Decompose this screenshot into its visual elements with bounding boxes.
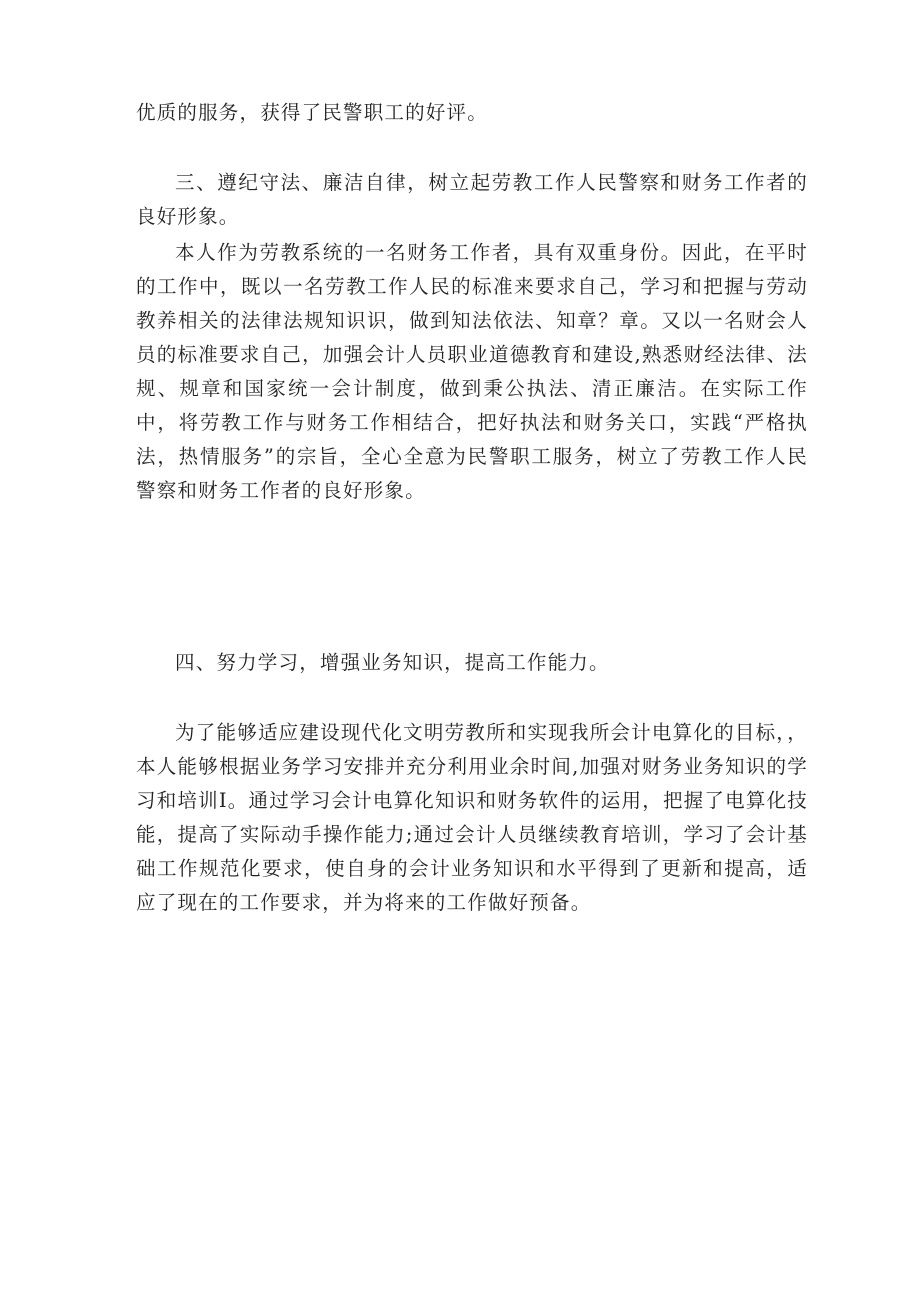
section-heading-four <box>136 646 808 680</box>
paragraph-text: 四、努力学习，增强业务知识，提高工作能力。 <box>175 651 610 674</box>
paragraph-text: 本人作为劳教系统的一名财务工作者，具有双重身份。因此，在平时的工作中，既以一名劳教工作人民的标准来要求自己，学习和把握与劳动教养相关的法律法规知识识，做到知法依法、知章？章。又以一名财会人员的标准要求自己，加强会计人员职业道德教育和建设,熟悉财经法律、法规、规章和国家统一会计制度，做到秉公执法、清正廉洁。在实际工作中，将劳教工作与财务工作相结合，把好执法和财务关口，实践“严格执法，热情服务”的宗旨，全心全意为民警职工服务，树立了劳教工作人民警察和财务工作者的良好形象。 <box>136 241 808 502</box>
paragraph-study <box>136 716 808 920</box>
paragraph-dual-identity <box>136 236 808 508</box>
paragraph-text: 优质的服务，获得了民警职工的好评。 <box>136 101 488 124</box>
paragraph-continuation <box>136 96 808 130</box>
section-heading-three <box>136 166 808 234</box>
paragraph-text: 为了能够适应建设现代化文明劳教所和实现我所会计电算化的目标，，本人能够根据业务学习安排并充分利用业余时间,加强对财务业务知识的学习和培训I。通过学习会计电算化知识和财务软件的运用，把握了电算化技能，提高了实际动手操作能力;通过会计人员继续教育培训，学习了会计基础工作规范化要求，使自身的会计业务知识和水平得到了更新和提高，适应了现在的工作要求，并为将来的工作做好预备。 <box>136 721 808 914</box>
paragraph-text: 三、遵纪守法、廉洁自律，树立起劳教工作人民警察和财务工作者的良好形象。 <box>136 171 808 228</box>
